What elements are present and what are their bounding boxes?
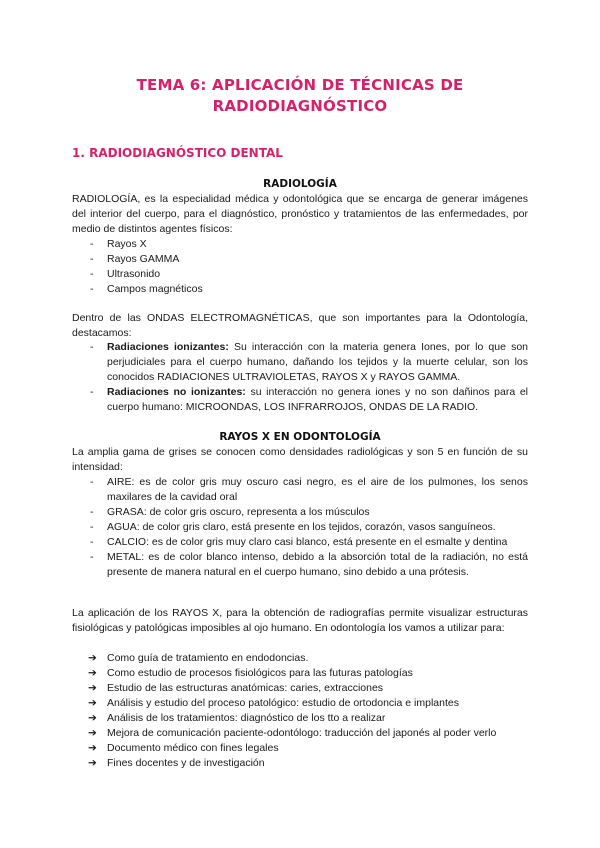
dash-marker: - [90,238,94,250]
rayos-x-heading: RAYOS X EN ODONTOLOGÍA [219,431,381,443]
list-item: - Campos magnéticos [90,283,203,295]
arrow-icon: ➔ [88,727,97,739]
list-item: ➔ Fines docentes y de investigación [88,757,265,769]
list-item: ➔ Mejora de comunicación paciente-odontólogo: traducción del japonés al poder verlo [88,727,497,739]
list-item: - GRASA: de color gris oscuro, representa a los músculos [90,506,370,518]
rayos-x-intro: La amplia gama de grises se conocen como densidades radiológicas y son 5 en función de su intensidad: [72,446,528,473]
list-item: - Rayos X [90,238,147,250]
dash-marker: - [90,386,94,398]
arrow-icon: ➔ [88,697,97,709]
dash-marker: - [90,341,94,353]
list-item: ➔ Estudio de las estructuras anatómicas: caries, extracciones [88,682,384,694]
dash-marker: - [90,253,94,265]
list-item: ➔ Como guía de tratamiento en endodoncias. [88,652,309,664]
arrow-icon: ➔ [88,757,97,769]
dash-marker: - [90,536,94,548]
list-item: - CALCIO: es de color gris muy claro casi blanco, está presente en el esmalte y dentina [90,536,508,548]
no-ionizantes-label: Radiaciones no ionizantes: [107,386,246,398]
list-item: - METAL: es de color blanco intenso, debido a la absorción total de la radiación, no está presente de manera natural en el cuerpo humano, sino debido a una prótesis. [90,551,528,578]
arrow-icon: ➔ [88,652,97,664]
list-item: ➔ Documento médico con fines legales [88,742,279,754]
application-intro: La aplicación de los RAYOS X, para la obtención de radiografías permite visualizar estructuras fisiológicas y patológicas imposibles al ojo humano. En odontología los vamos a utilizar para: [72,607,528,634]
list-item: ➔ Análisis y estudio del proceso patológico: estudio de ortodoncia e implantes [88,697,459,709]
radiologia-intro: RADIOLOGÍA, es la especialidad médica y odontológica que se encarga de generar imágenes del interior del cuerpo, para el diagnóstico, pronóstico y tratamientos de las enfermedades, por medio de distintos agentes físicos: [72,193,528,235]
dash-marker: - [90,476,94,488]
dash-marker: - [90,506,94,518]
dash-marker: - [90,551,94,563]
list-item: - Radiaciones no ionizantes: su interacción no genera iones y no son dañinos para el cuerpo humano: MICROONDAS, LOS INFRARROJOS, ONDAS DE LA RADIO. [90,386,529,413]
list-item: - AGUA: de color gris claro, está presente en los tejidos, corazón, vasos sanguíneos. [90,521,496,533]
agents-list [72,237,528,297]
list-item: - AIRE: es de color gris muy oscuro casi negro, es el aire de los pulmones, los senos maxilares de la cavidad oral [90,476,528,503]
dash-marker: - [90,521,94,533]
document-title-line1: TEMA 6: APLICACIÓN DE TÉCNICAS DE [136,76,464,94]
ondas-list [72,340,528,415]
arrow-icon: ➔ [88,742,97,754]
document-title-line2: RADIODIAGNÓSTICO [212,97,388,115]
list-item: - Rayos GAMMA [90,253,180,265]
ondas-intro: Dentro de las ONDAS ELECTROMAGNÉTICAS, que son importantes para la Odontología, destacamos: [72,312,528,339]
radiologia-heading: RADIOLOGÍA [263,178,337,190]
arrow-icon: ➔ [88,682,97,694]
ionizantes-label: Radiaciones ionizantes: [107,341,229,353]
densities-list [72,475,528,580]
arrow-icon: ➔ [88,667,97,679]
list-item: - Ultrasonido [90,268,161,280]
uses-list [72,651,528,771]
list-item: ➔ Análisis de los tratamientos: diagnóstico de los tto a realizar [88,712,386,724]
dash-marker: - [90,283,94,295]
section-heading: 1. RADIODIAGNÓSTICO DENTAL [72,146,283,160]
dash-marker: - [90,268,94,280]
arrow-icon: ➔ [88,712,97,724]
list-item: ➔ Como estudio de procesos fisiológicos para las futuras patologías [88,667,413,679]
list-item: - Radiaciones ionizantes: Su interacción con la materia genera Iones, por lo que son perjudiciales para el cuerpo humano, dañando los tejidos y la muerte celular, son los conocidos RADIACIONES ULTRAVIOLETAS, RAYOS X y RAYOS GAMMA. [90,341,528,383]
